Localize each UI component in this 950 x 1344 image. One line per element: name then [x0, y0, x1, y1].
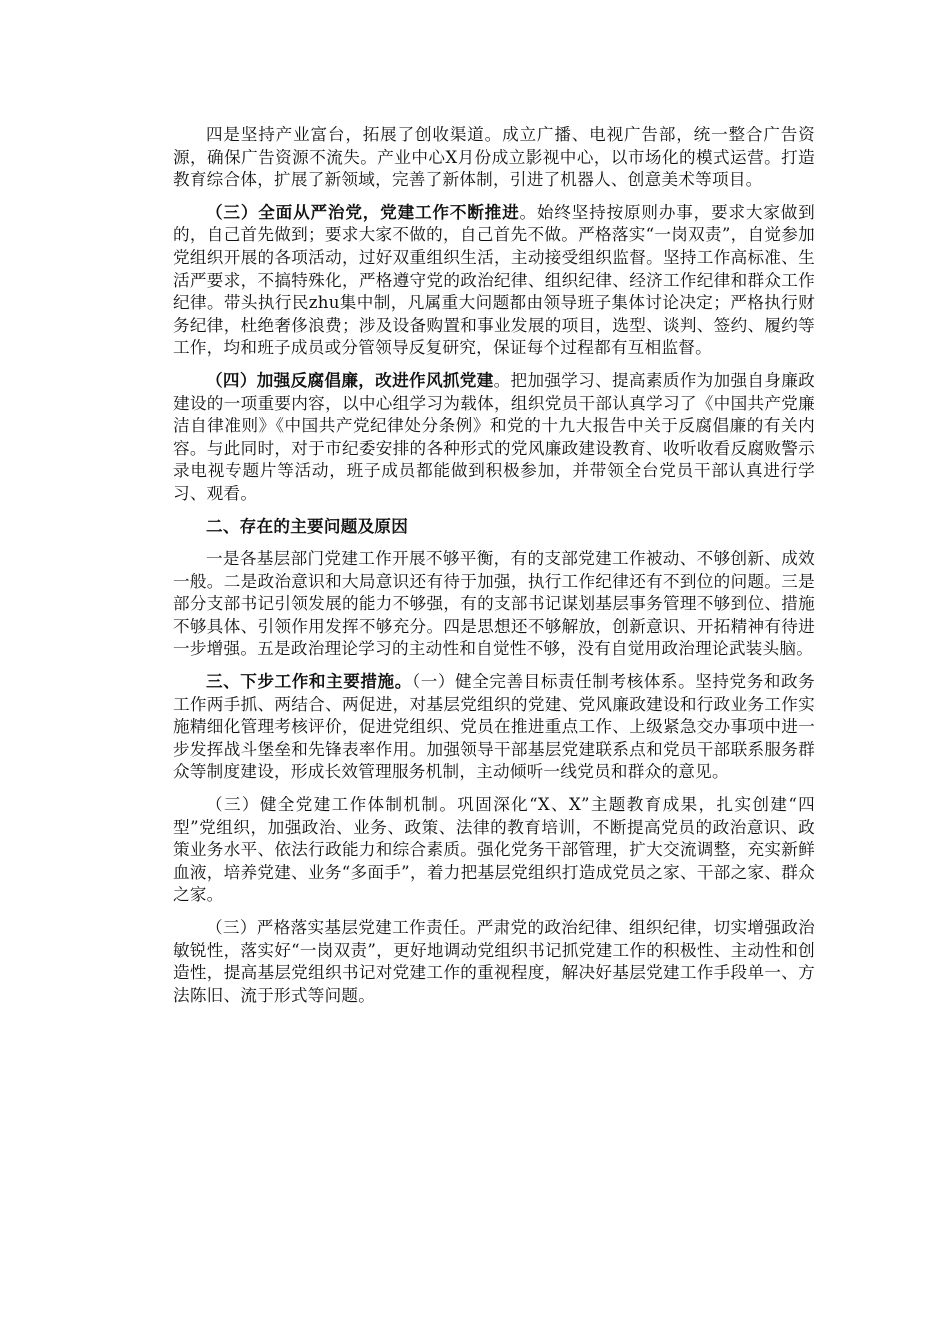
paragraph-text: 。把加强学习、提高素质作为加强自身廉政建设的一项重要内容，以中心组学习为载体，组织党员干部认真学习了《中国共产党廉洁自律准则》《中国共产党纪律处分条例》和党的十九大报告中关于反腐倡廉的有关内容。与此同时，对于市纪委安排的各种形式的党风廉政建设教育、收听收看反腐败警示录电视专题片等活动，班子成员都能做到积极参加，并带领全台党员干部认真进行学习、观看。 [173, 370, 816, 503]
paragraph-anti-corruption [173, 369, 815, 506]
paragraph-party-discipline [173, 201, 815, 360]
paragraph-text: （一）健全完善目标责任制考核体系。坚持党务和政务工作两手抓、两结合、两促进，对基层党组织的党建、党风廉政建设和行政业务工作实施精细化管理考核评价，促进党组织、党员在推进重点工作、上级紧急交办事项中进一步发挥战斗堡垒和先锋表率作用。加强领导干部基层党建联系点和党员干部联系服务群众等制度建设，形成长效管理服务机制，主动倾听一线党员和群众的意见。 [173, 672, 816, 782]
paragraph-text: 。始终坚持按原则办事，要求大家做到的，自己首先做到；要求大家不做的，自己首先不做。严格落实“一岗双责”，自觉参加党组织开展的各项活动，过好双重组织生活，主动接受组织监督。坚持工作高标准、生活严要求，不搞特殊化，严格遵守党的政治纪律、组织纪律、经济工作纪律和群众工作纪律。带头执行民zhu集中制，凡属重大问题都由领导班子集体讨论决定；严格执行财务纪律，杜绝奢侈浪费；涉及设备购置和事业发展的项目，选型、谈判、签约、履约等工作，均和班子成员或分管领导反复研究，保证每个过程都有互相监督。 [173, 202, 816, 358]
paragraph-mechanism [173, 793, 815, 907]
section-heading-problems [173, 515, 815, 539]
paragraph-industry [173, 123, 815, 192]
paragraph-next-steps [173, 670, 815, 784]
paragraph-problems [173, 547, 815, 661]
paragraph-text: （三）健全党建工作体制机制。巩固深化“X、X”主题教育成果，扎实创建“四型”党组织，加强政治、业务、政策、法律的教育培训，不断提高党员的政治意识、政策业务水平、依法行政能力和综合素质。强化党务干部管理，扩大交流调整，充实新鲜血液，培养党建、业务“多面手”，着力把基层党组织打造成党员之家、干部之家、群众之家。 [173, 795, 815, 905]
paragraph-text: 一是各基层部门党建工作开展不够平衡，有的支部党建工作被动、不够创新、成效一般。二是政治意识和大局意识还有待于加强，执行工作纪律还有不到位的问题。三是部分支部书记引领发展的能力不够强，有的支部书记谋划基层事务管理不够到位、措施不够具体、引领作用发挥不够充分。四是思想还不够解放，创新意识、开拓精神有待进一步增强。五是政治理论学习的主动性和自觉性不够，没有自觉用政治理论武装头脑。 [173, 549, 815, 659]
document-page [173, 123, 815, 1007]
paragraph-responsibility [173, 916, 815, 1007]
section-heading: 三、下步工作和主要措施。 [206, 671, 412, 692]
paragraph-text: （三）严格落实基层党建工作责任。严肃党的政治纪律、组织纪律，切实增强政治敏锐性，落实好“一岗双责”，更好地调动党组织书记抓党建工作的积极性、主动性和创造性，提高基层党组织书记对党建工作的重视程度，解决好基层党建工作手段单一、方法陈旧、流于形式等问题。 [173, 918, 815, 1005]
paragraph-lead: （三）全面从严治党，党建工作不断推进 [206, 201, 520, 222]
paragraph-text: 四是坚持产业富台，拓展了创收渠道。成立广播、电视广告部，统一整合广告资源，确保广告资源不流失。产业中心X月份成立影视中心，以市场化的模式运营。打造教育综合体，扩展了新领域，完善了新体制，引进了机器人、创意美术等项目。 [173, 125, 815, 190]
paragraph-lead: （四）加强反腐倡廉，改进作风抓党建 [206, 369, 494, 390]
section-heading: 二、存在的主要问题及原因 [206, 515, 409, 536]
